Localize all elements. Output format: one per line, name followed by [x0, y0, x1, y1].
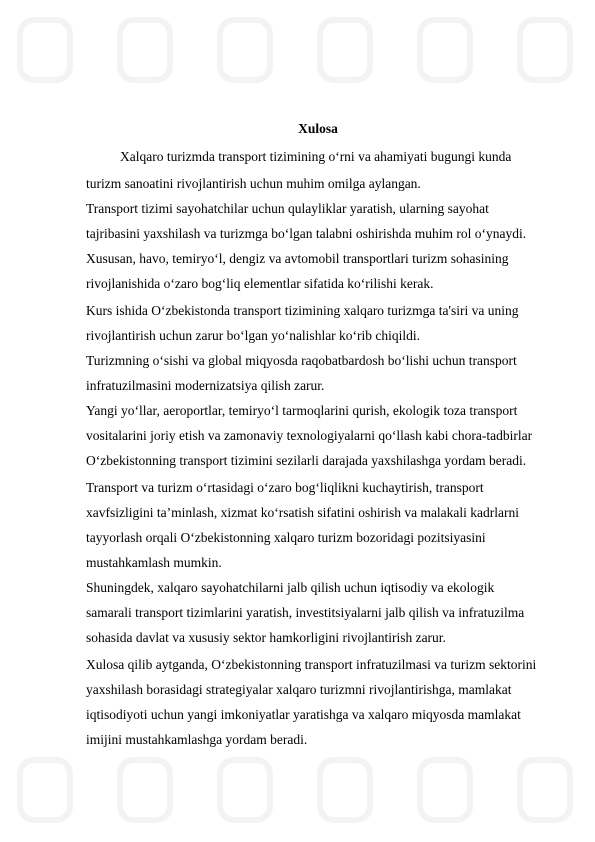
paragraph-line: sohasida davlat va xususiy sektor hamkorligini rivojlantirish zarur. [86, 630, 446, 645]
paragraph-line: turizm sanoatini rivojlantirish uchun muhim omilga aylangan. [86, 176, 421, 191]
paragraph-line: infratuzilmasini modernizatsiya qilish zarur. [86, 378, 325, 393]
paragraph-line: imijini mustahkamlashga yordam beradi. [86, 732, 308, 747]
paragraph-line: xavfsizligini ta’minlash, xizmat ko‘rsatish sifatini oshirish va malakali kadrlarni [86, 505, 520, 520]
paragraph-line: Kurs ishida O‘zbekistonda transport tizimining xalqaro turizmga ta'siri va uning [86, 303, 519, 318]
paragraph-line: Transport va turizm o‘rtasidagi o‘zaro bog‘liqlikni kuchaytirish, transport [86, 480, 484, 495]
paragraph-line: Xulosa qilib aytganda, O‘zbekistonning transport infratuzilmasi va turizm sektorini [86, 657, 537, 672]
paragraph-line: Yangi yo‘llar, aeroportlar, temiryo‘l tarmoqlarini qurish, ekologik toza transport [86, 403, 518, 418]
paragraph-line: samarali transport tizimlarini yaratish, investitsiyalarni jalb qilish va infratuzilma [86, 605, 525, 620]
paragraph-line: tayyorlash orqali O‘zbekistonning xalqaro turizm bozoridagi pozitsiyasini [86, 530, 486, 545]
paragraph-line: tajribasini yaxshilash va turizmga bo‘lgan talabni oshirishda muhim rol o‘ynaydi. [86, 226, 527, 241]
paragraph-line: O‘zbekistonning transport tizimini sezilarli darajada yaxshilashga yordam beradi. [86, 453, 527, 468]
paragraph-line: Xalqaro turizmda transport tizimining o‘rni va ahamiyati bugungi kunda [120, 149, 512, 164]
document-title: Xulosa [298, 121, 338, 136]
paragraph-line: rivojlantirish uchun zarur bo‘lgan yo‘nalishlar ko‘rib chiqildi. [86, 328, 421, 343]
paragraph-line: yaxshilash borasidagi strategiyalar xalqaro turizmni rivojlantirishga, mamlakat [86, 682, 512, 697]
paragraph-line: Transport tizimi sayohatchilar uchun qulayliklar yaratish, ularning sayohat [86, 201, 489, 216]
paragraph-line: Shuningdek, xalqaro sayohatchilarni jalb qilish uchun iqtisodiy va ekologik [86, 580, 495, 595]
paragraph-line: rivojlanishida o‘zaro bog‘liq elementlar sifatida ko‘rilishi kerak. [86, 276, 434, 291]
paragraph-line: mustahkamlash mumkin. [86, 555, 222, 570]
paragraph-line: Turizmning o‘sishi va global miqyosda raqobatbardosh bo‘lishi uchun transport [86, 353, 517, 368]
paragraph-line: iqtisodiyoti uchun yangi imkoniyatlar yaratishga va xalqaro miqyosda mamlakat [86, 707, 521, 722]
paragraph-line: Xususan, havo, temiryo‘l, dengiz va avtomobil transportlari turizm sohasining [86, 251, 509, 266]
paragraph-line: vositalarini joriy etish va zamonaviy texnologiyalarni qo‘llash kabi chora-tadbirlar [86, 428, 533, 443]
